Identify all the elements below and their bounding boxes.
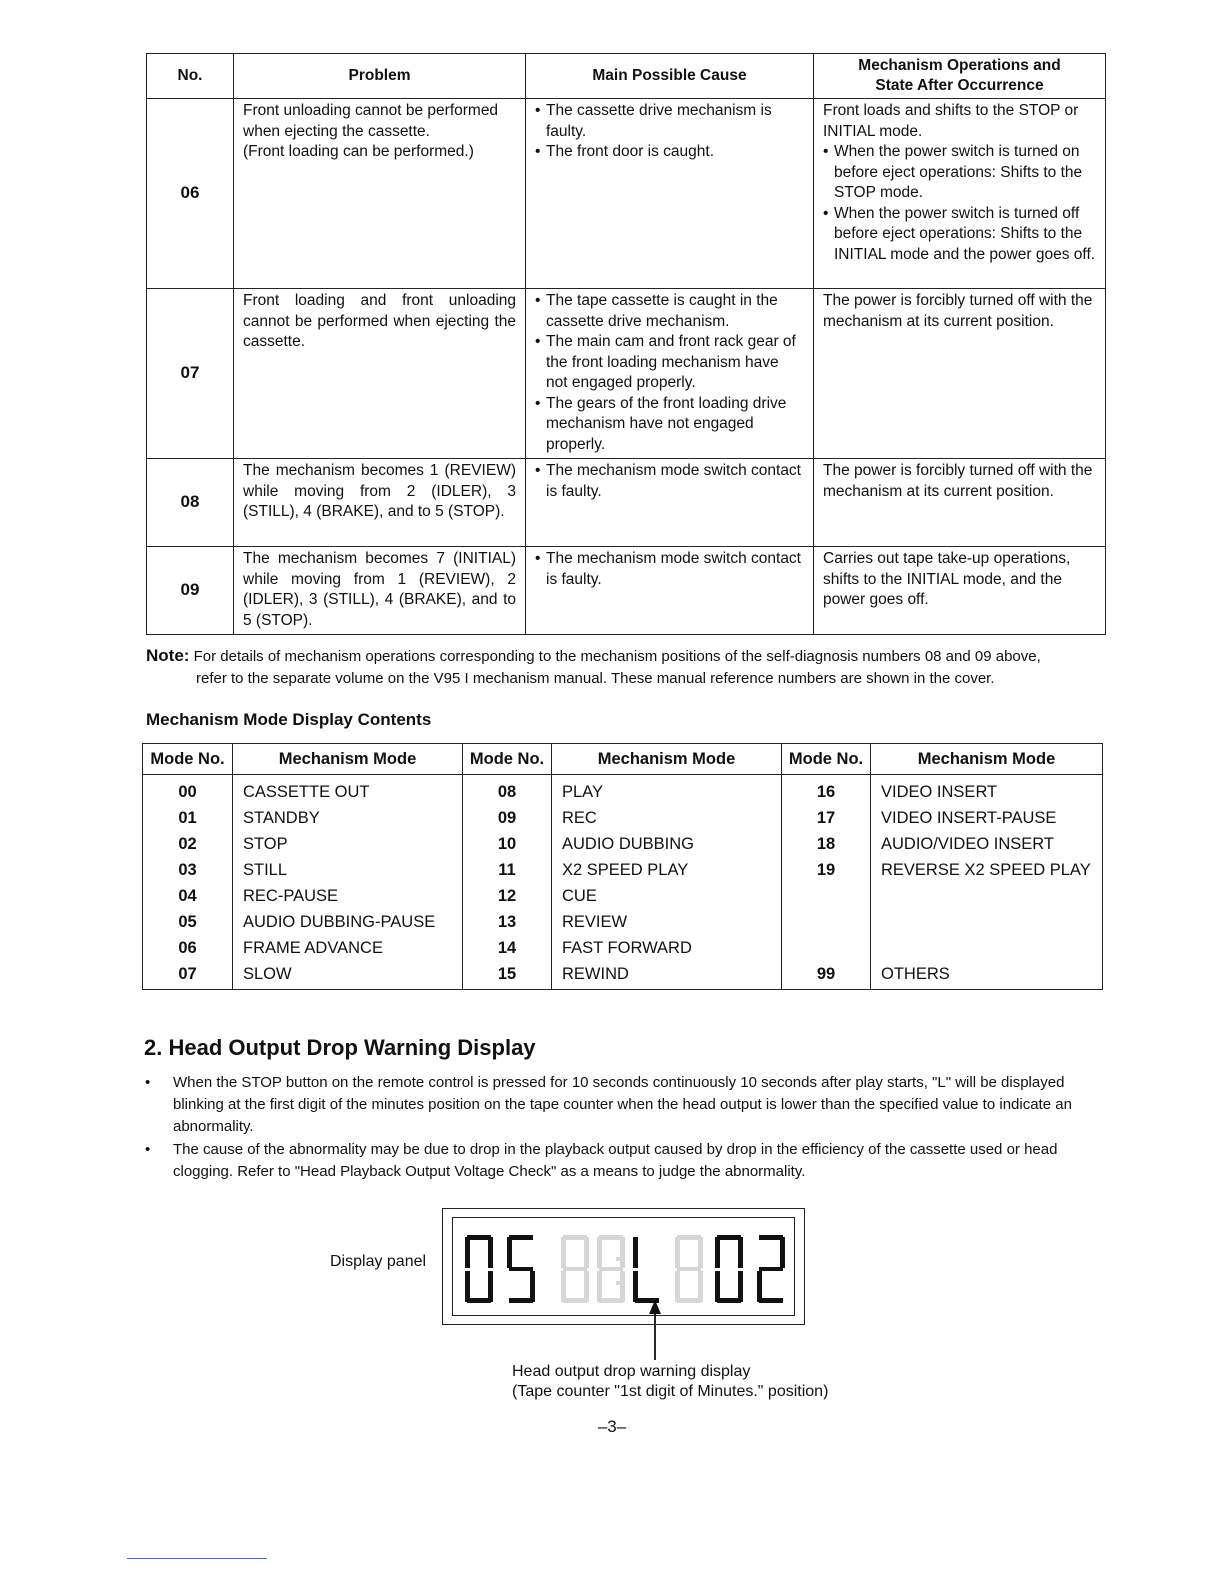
state-cell	[814, 289, 1106, 459]
cause-cell	[526, 459, 814, 547]
display-panel	[442, 1208, 805, 1325]
mode-row	[143, 883, 1103, 909]
mode-row	[143, 857, 1103, 883]
lcd-segment	[530, 1271, 535, 1302]
lcd-segment	[738, 1271, 743, 1302]
lcd-segment	[599, 1298, 623, 1303]
lcd-digits	[443, 1209, 804, 1324]
lcd-segment	[633, 1237, 638, 1268]
lcd-segment	[620, 1271, 625, 1302]
note-line1: For details of mechanism operations corresponding to the mechanism positions of the self-diagnosis numbers 08 and 09 above,	[193, 648, 1041, 665]
mode-name: AUDIO DUBBING-PAUSE	[233, 909, 463, 935]
display-panel-label: Display panel	[330, 1253, 427, 1270]
state-cell	[814, 99, 1106, 289]
mode-name: REWIND	[552, 961, 782, 990]
header-state	[814, 54, 1106, 99]
cause-cell	[526, 547, 814, 635]
mode-number: 03	[143, 857, 233, 883]
mode-row	[143, 961, 1103, 990]
row-number: 06	[147, 99, 234, 289]
mode-name: STILL	[233, 857, 463, 883]
mode-name: FRAME ADVANCE	[233, 935, 463, 961]
lcd-segment	[467, 1235, 491, 1240]
mode-number: 15	[463, 961, 552, 990]
lcd-segment	[563, 1267, 587, 1271]
cause-item: • The mechanism mode switch contact is faulty.	[535, 461, 804, 502]
lcd-segment	[759, 1267, 783, 1271]
mode-number: 12	[463, 883, 552, 909]
mode-section-title: Mechanism Mode Display Contents	[146, 710, 432, 729]
list-item-text: When the STOP button on the remote control is pressed for 10 seconds continuously 10 seconds after play starts, "L" will be displayed blinking at the first digit of the minutes position on the tape counter when the head output is lower than the specified value to indicate an abnormality.	[173, 1074, 1072, 1135]
mode-number	[782, 935, 871, 961]
state-intro: The power is forcibly turned off with the mechanism at its current position.	[823, 462, 1093, 500]
mode-row	[143, 935, 1103, 961]
lcd-segment	[465, 1271, 470, 1302]
mode-name: CASSETTE OUT	[233, 775, 463, 806]
table-row	[147, 99, 1106, 289]
footer-divider	[127, 1558, 267, 1559]
lcd-segment	[509, 1267, 533, 1271]
lcd-segment	[597, 1271, 602, 1302]
header-problem: Problem	[234, 54, 526, 99]
lcd-segment	[698, 1271, 703, 1302]
caption-line2: (Tape counter "1st digit of Minutes." position)	[512, 1383, 829, 1400]
state-item: • When the power switch is turned on before eject operations: Shifts to the STOP mode.	[823, 142, 1096, 204]
mode-name	[871, 935, 1103, 961]
header-state-line1: Mechanism Operations and	[858, 57, 1061, 74]
cause-item: • The mechanism mode switch contact is faulty.	[535, 549, 804, 590]
problem-line: Front unloading cannot be performed	[243, 102, 499, 119]
note-line2: refer to the separate volume on the V95 I mechanism manual. These manual reference numbers are shown in the cover.	[196, 670, 995, 687]
lcd-segment	[597, 1237, 602, 1268]
header-state-line2: State After Occurrence	[875, 77, 1044, 94]
lcd-segment	[509, 1298, 533, 1303]
cause-item: • The gears of the front loading drive mechanism have not engaged properly.	[535, 394, 804, 456]
lcd-segment	[488, 1271, 493, 1302]
lcd-segment	[780, 1237, 785, 1268]
mode-row	[143, 775, 1103, 806]
state-cell	[814, 459, 1106, 547]
lcd-segment	[620, 1237, 625, 1268]
lcd-segment	[656, 1237, 661, 1268]
row-number: 08	[147, 459, 234, 547]
mode-row	[143, 805, 1103, 831]
lcd-segment	[757, 1271, 762, 1302]
lcd-segment	[717, 1298, 741, 1303]
mode-name	[871, 909, 1103, 935]
mode-name: CUE	[552, 883, 782, 909]
lcd-segment	[715, 1271, 720, 1302]
pointer-arrow-icon	[644, 1298, 666, 1362]
mode-number: 18	[782, 831, 871, 857]
problem-cell	[234, 99, 526, 289]
lcd-segment	[738, 1237, 743, 1268]
mode-number: 04	[143, 883, 233, 909]
lcd-segment	[780, 1271, 785, 1302]
lcd-segment	[507, 1271, 512, 1302]
caption-line1: Head output drop warning display	[512, 1363, 751, 1380]
mode-name	[871, 883, 1103, 909]
display-caption	[512, 1362, 828, 1402]
header-cause: Main Possible Cause	[526, 54, 814, 99]
list-item	[145, 1139, 1105, 1183]
lcd-segment	[599, 1267, 623, 1271]
mode-name: FAST FORWARD	[552, 935, 782, 961]
header-mode-no: Mode No.	[463, 744, 552, 775]
lcd-segment	[488, 1237, 493, 1268]
lcd-segment	[717, 1267, 741, 1271]
mode-name: REVERSE X2 SPEED PLAY	[871, 857, 1103, 883]
lcd-colon-dot	[616, 1281, 620, 1285]
lcd-segment	[677, 1298, 701, 1303]
note	[146, 645, 1116, 690]
cause-item: • The front door is caught.	[535, 142, 804, 163]
mode-number: 13	[463, 909, 552, 935]
lcd-colon-dot	[616, 1257, 620, 1261]
mode-name: SLOW	[233, 961, 463, 990]
cause-item: • The tape cassette is caught in the cassette drive mechanism.	[535, 291, 804, 332]
problem-line: The mechanism becomes 1 (REVIEW) while moving from 2 (IDLER), 3 (STILL), 4 (BRAKE), and to 5 (STOP).	[243, 462, 516, 520]
bullet-dot: •	[145, 1141, 151, 1158]
lcd-segment	[465, 1237, 470, 1268]
lcd-segment	[677, 1235, 701, 1240]
mode-row	[143, 831, 1103, 857]
mode-name: VIDEO INSERT-PAUSE	[871, 805, 1103, 831]
lcd-segment	[467, 1267, 491, 1271]
mode-name: REC-PAUSE	[233, 883, 463, 909]
cause-item: • The cassette drive mechanism is faulty.	[535, 101, 804, 142]
state-intro: Carries out tape take-up operations, shifts to the INITIAL mode, and the power goes off.	[823, 550, 1071, 608]
header-mode-no: Mode No.	[782, 744, 871, 775]
lcd-segment	[757, 1237, 762, 1268]
lcd-segment	[715, 1237, 720, 1268]
table-row	[147, 459, 1106, 547]
mode-number: 08	[463, 775, 552, 806]
mode-number: 06	[143, 935, 233, 961]
header-mechanism-mode: Mechanism Mode	[233, 744, 463, 775]
mode-name: STOP	[233, 831, 463, 857]
header-mode-no: Mode No.	[143, 744, 233, 775]
mode-number: 17	[782, 805, 871, 831]
lcd-colon-dot	[698, 1257, 702, 1261]
page-number: –3–	[597, 1417, 627, 1436]
lcd-segment	[635, 1267, 659, 1271]
state-intro: Front loads and shifts to the STOP or INITIAL mode.	[823, 102, 1079, 140]
mode-name: REC	[552, 805, 782, 831]
mode-number: 00	[143, 775, 233, 806]
lcd-segment	[759, 1298, 783, 1303]
lcd-segment	[561, 1271, 566, 1302]
state-intro: The power is forcibly turned off with the mechanism at its current position.	[823, 292, 1093, 330]
problem-line: (Front loading can be performed.)	[243, 143, 474, 160]
cause-cell	[526, 289, 814, 459]
lcd-colon-dot	[698, 1281, 702, 1285]
header-mechanism-mode: Mechanism Mode	[871, 744, 1103, 775]
lcd-segment	[677, 1267, 701, 1271]
lcd-segment	[675, 1237, 680, 1268]
state-item: • When the power switch is turned off before eject operations: Shifts to the INITIAL mode and the power goes off.	[823, 204, 1096, 266]
mode-number	[782, 909, 871, 935]
lcd-segment	[584, 1237, 589, 1268]
bullet-dot: •	[145, 1074, 151, 1091]
lcd-segment	[509, 1235, 533, 1240]
lcd-segment	[507, 1237, 512, 1268]
lcd-segment	[563, 1298, 587, 1303]
lcd-segment	[675, 1271, 680, 1302]
state-cell	[814, 547, 1106, 635]
cause-cell	[526, 99, 814, 289]
row-number: 07	[147, 289, 234, 459]
self-diagnosis-table	[146, 53, 1106, 635]
mode-name: VIDEO INSERT	[871, 775, 1103, 806]
mechanism-mode-table	[142, 743, 1103, 990]
problem-cell	[234, 547, 526, 635]
header-mechanism-mode: Mechanism Mode	[552, 744, 782, 775]
lcd-segment	[599, 1235, 623, 1240]
cause-item: • The main cam and front rack gear of the front loading mechanism have not engaged properly.	[535, 332, 804, 394]
lcd-segment	[635, 1235, 659, 1240]
mode-number: 19	[782, 857, 871, 883]
mode-number: 99	[782, 961, 871, 990]
mode-number: 09	[463, 805, 552, 831]
problem-line: Front loading and front unloading cannot be performed when ejecting the cassette.	[243, 292, 516, 350]
table-row	[147, 289, 1106, 459]
lcd-segment	[584, 1271, 589, 1302]
mode-number: 11	[463, 857, 552, 883]
section-title: 2. Head Output Drop Warning Display	[144, 1035, 536, 1060]
mode-name: X2 SPEED PLAY	[552, 857, 782, 883]
mode-number: 05	[143, 909, 233, 935]
mode-name: REVIEW	[552, 909, 782, 935]
lcd-segment	[633, 1271, 638, 1302]
lcd-segment	[717, 1235, 741, 1240]
table-row	[147, 547, 1106, 635]
lcd-segment	[759, 1235, 783, 1240]
header-no: No.	[147, 54, 234, 99]
lcd-segment	[698, 1237, 703, 1268]
mode-number: 07	[143, 961, 233, 990]
mode-number: 02	[143, 831, 233, 857]
mode-name: OTHERS	[871, 961, 1103, 990]
lcd-segment	[563, 1235, 587, 1240]
mode-name: AUDIO/VIDEO INSERT	[871, 831, 1103, 857]
problem-cell	[234, 289, 526, 459]
mode-number	[782, 883, 871, 909]
lcd-segment	[467, 1298, 491, 1303]
list-item-text: The cause of the abnormality may be due to drop in the playback output caused by drop in the efficiency of the cassette used or head clogging. Refer to "Head Playback Output Voltage Check" as a means to judge the abnormality.	[173, 1141, 1058, 1180]
row-number: 09	[147, 547, 234, 635]
problem-line: The mechanism becomes 7 (INITIAL) while moving from 1 (REVIEW), 2 (IDLER), 3 (STILL), 4 (BRAKE), and to 5 (STOP).	[243, 550, 516, 629]
mode-number: 14	[463, 935, 552, 961]
note-label: Note:	[146, 646, 190, 665]
mode-row	[143, 909, 1103, 935]
lcd-segment	[561, 1237, 566, 1268]
mode-number: 01	[143, 805, 233, 831]
mode-name: STANDBY	[233, 805, 463, 831]
mode-name: AUDIO DUBBING	[552, 831, 782, 857]
problem-line: when ejecting the cassette.	[243, 122, 430, 140]
mode-number: 16	[782, 775, 871, 806]
mode-number: 10	[463, 831, 552, 857]
mode-name: PLAY	[552, 775, 782, 806]
list-item	[145, 1072, 1105, 1138]
problem-cell	[234, 459, 526, 547]
lcd-segment	[530, 1237, 535, 1268]
